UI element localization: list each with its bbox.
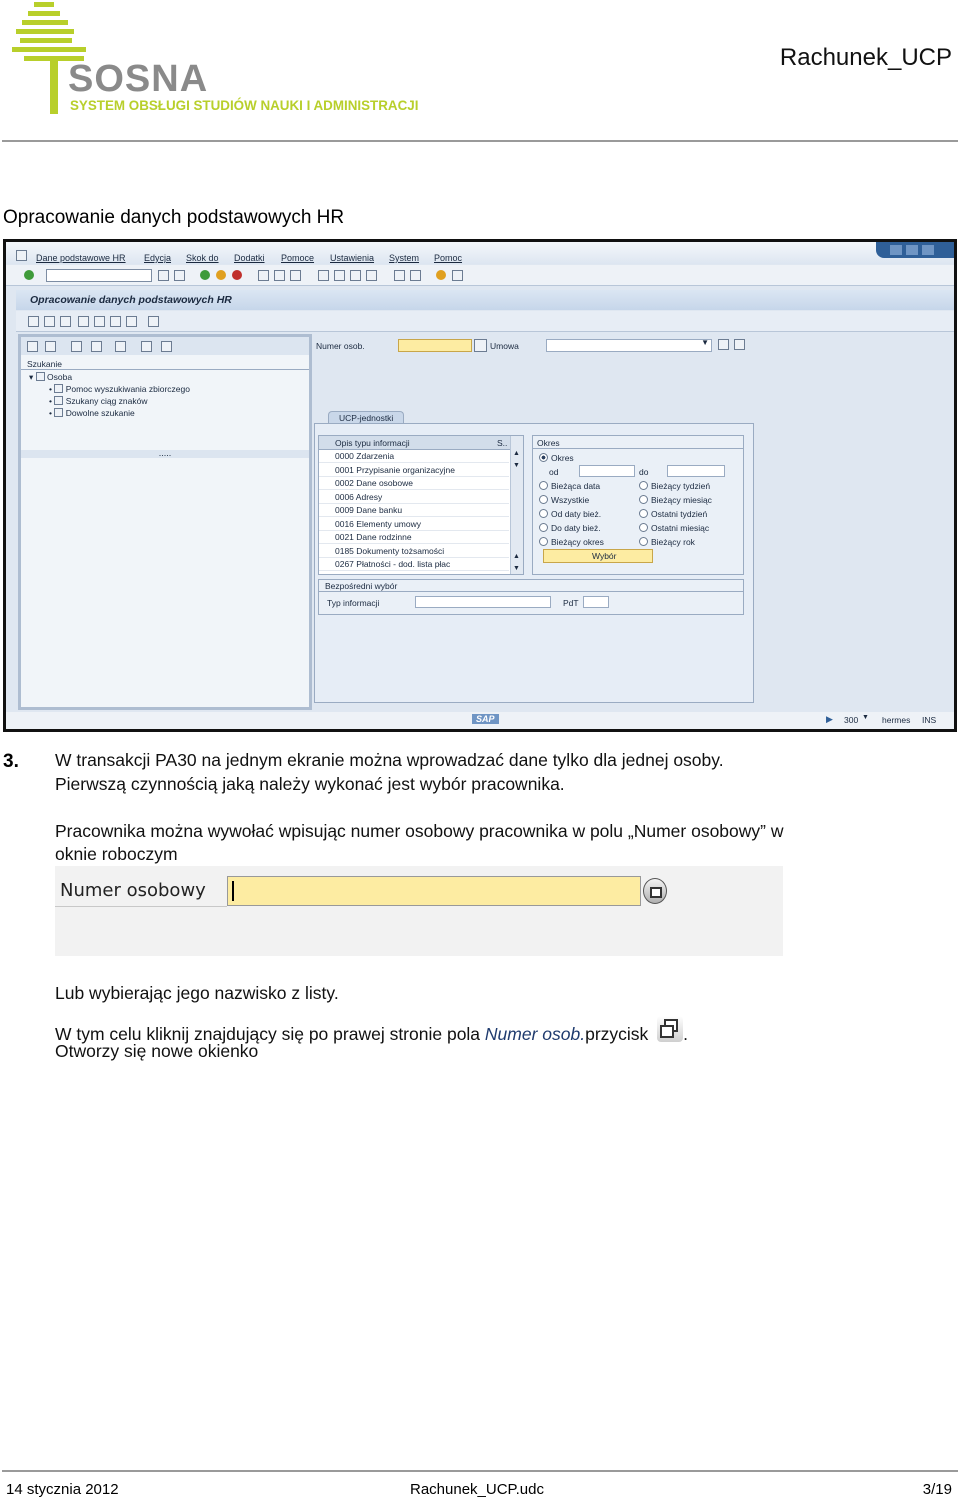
do-input[interactable] [667,465,725,477]
search-title-rule [21,369,309,370]
radio-icon [539,495,548,504]
splitter-dots: ..... [158,448,172,458]
save-icon[interactable] [174,270,185,281]
chevron-down-icon: ▼ [701,338,709,347]
nav-back-icon[interactable] [200,270,210,280]
maximize-icon[interactable] [906,245,918,255]
infotype-row-label: 0267 Płatności - dod. lista płac [335,559,451,569]
application-toolbar [16,311,954,332]
window-controls [876,242,954,258]
line-celu-przycisk: przycisk [585,1024,649,1044]
umowa-confirm-icon[interactable] [718,339,729,350]
infotype-row-label: 0016 Elementy umowy [335,518,421,529]
print-icon[interactable] [258,270,269,281]
panel-sort-icon[interactable] [161,341,172,352]
create-icon[interactable] [28,316,39,327]
infotype-rows [319,450,509,575]
menu-skok-do[interactable]: Skok do [186,253,219,263]
panel-forward-icon[interactable] [45,341,56,352]
scroll-up-icon[interactable]: ▲ [513,450,520,457]
person-icon[interactable] [148,316,159,327]
help-icon[interactable] [436,270,446,280]
infotype-row[interactable] [319,545,509,558]
footer-page: 3/19 [922,1481,952,1498]
pdt-input[interactable] [583,596,609,608]
transaction-title-bar [16,290,954,310]
infotype-row[interactable] [319,450,509,463]
folder-icon [36,372,45,381]
tree-root[interactable] [29,371,72,383]
radio-label: Do daty bież. [551,523,601,533]
infotype-row-label: 0185 Dokumenty tożsamości [335,545,445,556]
footer-date: 14 stycznia 2012 [6,1481,119,1498]
step-line-1: W transakcji PA30 na jednym ekranie można wprowadzać dane tylko dla jednej osoby. [55,750,724,770]
menu-ustawienia[interactable]: Ustawienia [330,253,375,263]
typ-informacji-label: Typ informacji [327,598,380,608]
search-help-icon [54,408,63,417]
direct-title: Bezpośredni wybór [325,581,398,591]
next-page-icon[interactable] [350,270,361,281]
line-celu-end: . [683,1024,689,1044]
enter-icon[interactable] [24,270,34,280]
infotype-row-label: 0009 Dane banku [335,505,403,515]
minimize-icon[interactable] [890,245,902,255]
infotype-col-opis: Opis typu informacji [335,438,410,448]
tree-bullet-icon: • [49,396,52,406]
okres-left-options [539,481,639,551]
infotype-row[interactable] [319,531,509,544]
okres-radio-option[interactable] [639,495,712,505]
okres-radio-option[interactable] [539,523,601,533]
radio-label: Bieżący miesiąc [651,495,712,505]
step-line-2: Pierwszą czynnością jaką należy wykonać jest wybór pracownika. [55,774,565,794]
tree-item-label: Szukany ciąg znaków [65,396,148,406]
sap-window [3,239,957,732]
status-user: hermes [882,715,911,725]
search-help-icon [54,384,63,393]
od-input[interactable] [579,465,635,477]
panel-refresh-icon[interactable] [91,341,102,352]
numer-osob-label: Numer osob. [316,341,365,351]
transaction-title: Opracowanie danych podstawowych HR [30,294,232,306]
infotype-table [318,435,524,575]
last-page-icon[interactable] [366,270,377,281]
sap-logo: SAP [472,714,499,724]
find-icon[interactable] [274,270,285,281]
od-label: od [549,467,559,477]
inline-search-help-icon [657,1016,683,1042]
infotype-scrollbar[interactable] [510,436,523,574]
back-icon[interactable] [158,270,169,281]
okres-right-options [639,481,743,551]
menu-dodatki[interactable]: Dodatki [234,253,265,263]
infotype-row-label: 0002 Dane osobowe [335,478,413,488]
scroll-up-icon[interactable]: ▲ [513,553,520,560]
overlap-squares-icon [650,887,662,898]
radio-label: Ostatni tydzień [651,509,708,519]
find-next-icon[interactable] [290,270,301,281]
radio-okres[interactable] [539,453,574,463]
okres-radio-option[interactable] [639,523,709,533]
line-lub: Lub wybierając jego nazwisko z listy. [55,983,339,1003]
display-icon[interactable] [60,316,71,327]
document-title: Rachunek_UCP [779,44,952,71]
footer-file: Rachunek_UCP.udc [410,1481,544,1498]
copy-icon[interactable] [78,316,89,327]
radio-label: Bieżący tydzień [651,481,711,491]
sosna-logo [10,2,540,117]
search-panel-title: Szukanie [27,359,62,369]
infotype-header [319,436,523,450]
infotype-row[interactable] [319,491,509,504]
typ-informacji-input[interactable] [415,596,551,608]
infotype-row-label: 0021 Dane rodzinne [335,532,412,542]
radio-icon [639,523,648,532]
numer-osobowy-input[interactable] [227,876,641,906]
infotype-row[interactable] [319,518,509,531]
radio-label: Od daty bież. [551,509,602,519]
okres-radio-option[interactable] [539,495,589,505]
umowa-select[interactable] [546,339,712,352]
search-panel-toolbar [21,337,309,355]
status-client: 300 [844,715,859,725]
scroll-down-icon[interactable]: ▼ [513,565,520,572]
logo-tagline: SYSTEM OBSŁUGI STUDIÓW NAUKI I ADMINISTRACJI [70,98,419,113]
radio-label: Bieżący okres [551,537,604,547]
tree-item-label: Pomoc wyszukiwania zbiorczego [65,384,190,394]
umowa-overview-icon[interactable] [734,339,745,350]
status-mode: INS [922,715,937,725]
radio-icon [639,495,648,504]
new-session-icon[interactable] [394,270,405,281]
first-page-icon[interactable] [318,270,329,281]
radio-label: Okres [551,453,574,463]
radio-icon [639,537,648,546]
tree-item[interactable] [49,383,190,394]
okres-radio-option[interactable] [639,537,695,547]
sap-status-bar [6,712,954,729]
infotype-row-label: 0001 Przypisanie organizacyjne [335,464,456,475]
search-help-button[interactable] [643,878,667,904]
change-icon[interactable] [44,316,55,327]
okres-group [532,435,744,575]
cancel-icon[interactable] [232,270,242,280]
section-heading: Opracowanie danych podstawowych HR [3,207,345,228]
delete-icon[interactable] [126,316,137,327]
tab-label: UCP-jednostki [339,413,394,423]
line-celu-text: W tym celu kliknij znajdujący się po prawej stronie pola [55,1024,485,1044]
direct-title-rule [319,591,743,592]
wybor-button[interactable] [543,549,653,563]
menu-pomoce[interactable]: Pomoce [281,253,315,263]
pdt-label: PdT [563,598,579,608]
search-help-icon [54,396,63,405]
direct-selection [318,579,744,615]
overview-icon[interactable] [110,316,121,327]
okres-radio-option[interactable] [539,509,601,519]
radio-label: Wszystkie [551,495,590,505]
menu-pomoc[interactable]: Pomoc [434,253,463,263]
infotype-row[interactable] [319,504,509,517]
step-para2-line-1: Pracownika można wywołać wpisując numer osobowy pracownika w polu „Numer osobowy” w [55,821,784,841]
okres-radio-option[interactable] [539,537,604,547]
search-panel [18,334,312,710]
exit-icon[interactable] [216,270,226,280]
radio-icon [539,453,548,462]
radio-label: Bieżąca data [551,481,601,491]
field-label-separator [55,906,227,907]
infotype-row-label: 0006 Adresy [335,491,383,502]
delimit-icon[interactable] [94,316,105,327]
wybor-label: Wybór [592,551,617,561]
tree-item[interactable] [49,407,135,418]
menu-system[interactable]: System [389,253,420,263]
status-play-icon[interactable]: ▶ [826,714,833,724]
footer-divider [2,1470,958,1472]
panel-back-icon[interactable] [27,341,38,352]
infotype-row[interactable] [319,477,509,490]
tree-collapse-icon: ▾ [29,372,34,382]
okres-radio-option[interactable] [539,481,600,491]
infotype-col-s: S.. [497,438,508,448]
layout-icon[interactable] [452,270,463,281]
umowa-label: Umowa [490,341,519,351]
field-label: Numer osobowy [60,880,206,901]
step-number: 3. [3,751,19,772]
sap-menu-icon[interactable] [16,250,27,261]
status-chevron-icon[interactable]: ▼ [862,714,869,721]
step-para2-line-2: oknie roboczym [55,844,178,864]
sap-menu-bar [6,242,954,264]
panel-expand-icon[interactable] [115,341,126,352]
tree-item[interactable] [49,395,147,406]
radio-icon [539,509,548,518]
command-field[interactable] [46,269,152,282]
text-cursor [232,881,234,901]
radio-icon [539,523,548,532]
panel-splitter[interactable] [21,450,309,458]
okres-title-rule [533,448,743,449]
okres-title: Okres [537,438,560,448]
numer-osob-input[interactable] [398,339,472,352]
shortcut-icon[interactable] [410,270,421,281]
tree-bullet-icon: • [49,408,52,418]
okres-radio-option[interactable] [639,509,707,519]
numer-osobowy-field-image [55,866,783,956]
panel-filter-icon[interactable] [141,341,152,352]
infotype-row-label: 0000 Zdarzenia [335,451,395,461]
scroll-down-icon[interactable]: ▼ [513,462,520,469]
menu-edycja[interactable]: Edycja [144,253,172,263]
numer-osob-search-button[interactable] [474,339,487,352]
logo-name: SOSNA [68,58,209,100]
radio-icon [639,509,648,518]
tree-bullet-icon: • [49,384,52,394]
do-label: do [639,467,649,477]
prev-page-icon[interactable] [334,270,345,281]
close-icon[interactable] [922,245,934,255]
infotype-row[interactable] [319,558,509,571]
panel-hierarchy-icon[interactable] [71,341,82,352]
sap-standard-toolbar [6,265,954,286]
infotype-row[interactable] [319,464,509,477]
radio-label: Bieżący rok [651,537,695,547]
radio-icon [539,537,548,546]
line-otworzy: Otworzy się nowe okienko [55,1041,259,1061]
menu-dane-podstawowe[interactable]: Dane podstawowe HR [36,253,126,263]
numer-osob-reference: Numer osob. [484,1024,586,1044]
radio-icon [539,481,548,490]
tree-root-label: Osoba [47,372,73,382]
header-divider [2,140,958,142]
radio-label: Ostatni miesiąc [651,523,710,533]
radio-icon [639,481,648,490]
okres-radio-option[interactable] [639,481,710,491]
tree-item-label: Dowolne szukanie [65,408,135,418]
